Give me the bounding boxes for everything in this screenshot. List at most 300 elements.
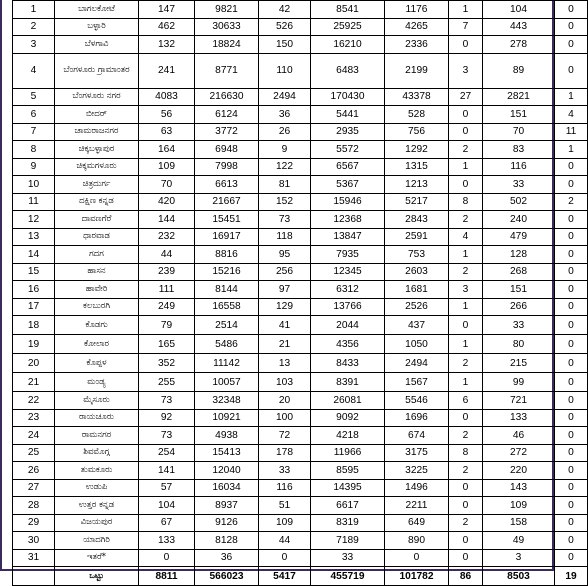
table-row (13, 263, 588, 281)
col2-value-cell: 10057 (195, 373, 259, 392)
col6-value-cell: 1 (449, 246, 483, 264)
col7-value-cell: 220 (483, 462, 555, 480)
col6-value-cell: 0 (449, 106, 483, 124)
district-name-cell: ತುಮಕೂರು (55, 462, 139, 480)
total-col2-value-cell: 566023 (195, 567, 259, 586)
col2-value-cell: 2514 (195, 316, 259, 335)
table-row (13, 316, 588, 335)
col8-value-cell: 0 (555, 316, 588, 335)
col4-value-cell: 15946 (311, 193, 385, 211)
col3-value-cell: 33 (259, 462, 311, 480)
col4-value-cell: 5572 (311, 141, 385, 159)
col6-value-cell: 2 (449, 354, 483, 373)
col4-value-cell: 4218 (311, 427, 385, 445)
table-row (13, 427, 588, 445)
table-row (13, 514, 588, 532)
col8-value-cell: 0 (555, 444, 588, 462)
table-row (13, 1, 588, 19)
district-name-cell: ಬಾಗಲಕೋಟೆ (55, 1, 139, 19)
col7-value-cell: 104 (483, 1, 555, 19)
serial-number-cell: 26 (13, 462, 55, 480)
col3-value-cell: 72 (259, 427, 311, 445)
col6-value-cell: 2 (449, 514, 483, 532)
col3-value-cell: 122 (259, 158, 311, 176)
serial-number-cell: 7 (13, 123, 55, 141)
serial-number-cell: 5 (13, 88, 55, 106)
total-col3-value-cell: 5417 (259, 567, 311, 586)
col7-value-cell: 2821 (483, 88, 555, 106)
district-name-cell: ದಾವಣಗೆರೆ (55, 211, 139, 229)
col3-value-cell: 95 (259, 246, 311, 264)
col1-value-cell: 232 (139, 228, 195, 246)
table-row (13, 176, 588, 194)
col4-value-cell: 16210 (311, 36, 385, 54)
table-row (13, 479, 588, 497)
col5-value-cell: 5546 (385, 392, 449, 410)
col4-value-cell: 4356 (311, 335, 385, 354)
table-row (13, 18, 588, 36)
col3-value-cell: 118 (259, 228, 311, 246)
col4-value-cell: 11966 (311, 444, 385, 462)
col1-value-cell: 4083 (139, 88, 195, 106)
district-name-cell: ಗದಗ (55, 246, 139, 264)
col5-value-cell: 2336 (385, 36, 449, 54)
col4-value-cell: 8319 (311, 514, 385, 532)
table-row (13, 298, 588, 316)
col3-value-cell: 26 (259, 123, 311, 141)
serial-number-cell: 23 (13, 409, 55, 427)
col8-value-cell: 0 (555, 532, 588, 550)
col1-value-cell: 241 (139, 53, 195, 88)
total-col1-value-cell: 8811 (139, 567, 195, 586)
table-row (13, 228, 588, 246)
col2-value-cell: 8937 (195, 497, 259, 515)
table-row (13, 497, 588, 515)
col8-value-cell: 0 (555, 373, 588, 392)
col6-value-cell: 3 (449, 281, 483, 299)
district-name-cell: ಶಿವಮೊಗ್ಗ (55, 444, 139, 462)
col4-value-cell: 170430 (311, 88, 385, 106)
col2-value-cell: 8128 (195, 532, 259, 550)
col4-value-cell: 6483 (311, 53, 385, 88)
col8-value-cell: 0 (555, 228, 588, 246)
col1-value-cell: 165 (139, 335, 195, 354)
col3-value-cell: 36 (259, 106, 311, 124)
col6-value-cell: 3 (449, 53, 483, 88)
serial-number-cell: 11 (13, 193, 55, 211)
table-row (13, 444, 588, 462)
col3-value-cell: 2494 (259, 88, 311, 106)
col1-value-cell: 255 (139, 373, 195, 392)
col4-value-cell: 7189 (311, 532, 385, 550)
district-name-cell: ಕಲಬುರಗಿ (55, 298, 139, 316)
col8-value-cell: 0 (555, 427, 588, 445)
total-col6-value-cell: 86 (449, 567, 483, 586)
district-statistics-table (12, 0, 588, 586)
district-name-cell: ಮಂಡ್ಯ (55, 373, 139, 392)
col3-value-cell: 44 (259, 532, 311, 550)
col8-value-cell: 0 (555, 409, 588, 427)
col5-value-cell: 2843 (385, 211, 449, 229)
col8-value-cell: 0 (555, 354, 588, 373)
col6-value-cell: 27 (449, 88, 483, 106)
col1-value-cell: 0 (139, 549, 195, 567)
col2-value-cell: 12040 (195, 462, 259, 480)
serial-number-cell: 27 (13, 479, 55, 497)
col5-value-cell: 674 (385, 427, 449, 445)
district-name-cell: ದಕ್ಷಿಣ ಕನ್ನಡ (55, 193, 139, 211)
col1-value-cell: 73 (139, 427, 195, 445)
total-serial-blank-cell (13, 567, 55, 586)
col8-value-cell: 0 (555, 462, 588, 480)
col1-value-cell: 133 (139, 532, 195, 550)
col5-value-cell: 0 (385, 549, 449, 567)
col2-value-cell: 21667 (195, 193, 259, 211)
col5-value-cell: 1315 (385, 158, 449, 176)
col2-value-cell: 9126 (195, 514, 259, 532)
col4-value-cell: 6567 (311, 158, 385, 176)
col7-value-cell: 266 (483, 298, 555, 316)
table-row (13, 141, 588, 159)
district-name-cell: ಹಾವೇರಿ (55, 281, 139, 299)
col1-value-cell: 79 (139, 316, 195, 335)
col5-value-cell: 43378 (385, 88, 449, 106)
col3-value-cell: 42 (259, 1, 311, 19)
col6-value-cell: 0 (449, 316, 483, 335)
serial-number-cell: 31 (13, 549, 55, 567)
table-row (13, 409, 588, 427)
col5-value-cell: 1567 (385, 373, 449, 392)
total-label-cell: ಒಟ್ಟು (55, 567, 139, 586)
total-col4-value-cell: 455719 (311, 567, 385, 586)
district-name-cell: ರಾಮನಗರ (55, 427, 139, 445)
col4-value-cell: 9092 (311, 409, 385, 427)
district-name-cell: ಬೆಂಗಳೂರು ಗ್ರಾಮಾಂತರ (55, 53, 139, 88)
col1-value-cell: 111 (139, 281, 195, 299)
col7-value-cell: 272 (483, 444, 555, 462)
district-name-cell: ಕೋಲಾರ (55, 335, 139, 354)
col1-value-cell: 57 (139, 479, 195, 497)
district-name-cell: ಬೆಂಗಳೂರು ನಗರ (55, 88, 139, 106)
col4-value-cell: 8541 (311, 1, 385, 19)
table-row (13, 373, 588, 392)
col5-value-cell: 2526 (385, 298, 449, 316)
col3-value-cell: 0 (259, 549, 311, 567)
col5-value-cell: 753 (385, 246, 449, 264)
col8-value-cell: 0 (555, 246, 588, 264)
col1-value-cell: 249 (139, 298, 195, 316)
col5-value-cell: 5217 (385, 193, 449, 211)
serial-number-cell: 8 (13, 141, 55, 159)
col2-value-cell: 3772 (195, 123, 259, 141)
table-row (13, 106, 588, 124)
col4-value-cell: 7935 (311, 246, 385, 264)
col6-value-cell: 0 (449, 532, 483, 550)
total-col8-value-cell: 19 (555, 567, 588, 586)
col7-value-cell: 151 (483, 106, 555, 124)
col8-value-cell: 0 (555, 158, 588, 176)
col5-value-cell: 2211 (385, 497, 449, 515)
col3-value-cell: 20 (259, 392, 311, 410)
col6-value-cell: 0 (449, 409, 483, 427)
col8-value-cell: 0 (555, 281, 588, 299)
col7-value-cell: 89 (483, 53, 555, 88)
col4-value-cell: 25925 (311, 18, 385, 36)
col1-value-cell: 462 (139, 18, 195, 36)
table-row (13, 532, 588, 550)
col1-value-cell: 254 (139, 444, 195, 462)
col4-value-cell: 5367 (311, 176, 385, 194)
serial-number-cell: 16 (13, 281, 55, 299)
district-name-cell: ಬಳ್ಳಾರಿ (55, 18, 139, 36)
table-row (13, 158, 588, 176)
col7-value-cell: 268 (483, 263, 555, 281)
col4-value-cell: 13766 (311, 298, 385, 316)
col5-value-cell: 890 (385, 532, 449, 550)
district-name-cell: ಚಾಮರಾಜನಗರ (55, 123, 139, 141)
col6-value-cell: 2 (449, 462, 483, 480)
col3-value-cell: 81 (259, 176, 311, 194)
col5-value-cell: 2494 (385, 354, 449, 373)
col8-value-cell: 11 (555, 123, 588, 141)
col4-value-cell: 8391 (311, 373, 385, 392)
col5-value-cell: 1696 (385, 409, 449, 427)
col8-value-cell: 0 (555, 479, 588, 497)
col3-value-cell: 13 (259, 354, 311, 373)
col5-value-cell: 1292 (385, 141, 449, 159)
col5-value-cell: 649 (385, 514, 449, 532)
col7-value-cell: 109 (483, 497, 555, 515)
table-row (13, 88, 588, 106)
col3-value-cell: 152 (259, 193, 311, 211)
col8-value-cell: 1 (555, 88, 588, 106)
col2-value-cell: 6948 (195, 141, 259, 159)
serial-number-cell: 4 (13, 53, 55, 88)
col7-value-cell: 33 (483, 176, 555, 194)
col1-value-cell: 73 (139, 392, 195, 410)
col6-value-cell: 4 (449, 228, 483, 246)
col1-value-cell: 70 (139, 176, 195, 194)
serial-number-cell: 24 (13, 427, 55, 445)
col7-value-cell: 143 (483, 479, 555, 497)
district-name-cell: ಹಾಸನ (55, 263, 139, 281)
table-row (13, 211, 588, 229)
col3-value-cell: 256 (259, 263, 311, 281)
col7-value-cell: 70 (483, 123, 555, 141)
serial-number-cell: 18 (13, 316, 55, 335)
serial-number-cell: 1 (13, 1, 55, 19)
district-name-cell: ಇತರೆ* (55, 549, 139, 567)
serial-number-cell: 25 (13, 444, 55, 462)
col7-value-cell: 502 (483, 193, 555, 211)
col7-value-cell: 240 (483, 211, 555, 229)
table-body (13, 1, 588, 586)
table-row (13, 335, 588, 354)
col3-value-cell: 178 (259, 444, 311, 462)
district-name-cell: ಚಿತ್ರದುರ್ಗ (55, 176, 139, 194)
col6-value-cell: 1 (449, 158, 483, 176)
col5-value-cell: 3175 (385, 444, 449, 462)
col8-value-cell: 0 (555, 1, 588, 19)
serial-number-cell: 19 (13, 335, 55, 354)
col4-value-cell: 12368 (311, 211, 385, 229)
col2-value-cell: 216630 (195, 88, 259, 106)
col3-value-cell: 21 (259, 335, 311, 354)
col5-value-cell: 1050 (385, 335, 449, 354)
district-name-cell: ಧಾರವಾಡ (55, 228, 139, 246)
col8-value-cell: 0 (555, 392, 588, 410)
col8-value-cell: 0 (555, 549, 588, 567)
col7-value-cell: 116 (483, 158, 555, 176)
col1-value-cell: 92 (139, 409, 195, 427)
table-row (13, 354, 588, 373)
col6-value-cell: 1 (449, 298, 483, 316)
col3-value-cell: 150 (259, 36, 311, 54)
col2-value-cell: 15451 (195, 211, 259, 229)
col8-value-cell: 0 (555, 298, 588, 316)
col3-value-cell: 103 (259, 373, 311, 392)
col2-value-cell: 11142 (195, 354, 259, 373)
col2-value-cell: 30633 (195, 18, 259, 36)
serial-number-cell: 12 (13, 211, 55, 229)
col5-value-cell: 1681 (385, 281, 449, 299)
table-row (13, 36, 588, 54)
serial-number-cell: 21 (13, 373, 55, 392)
col8-value-cell: 0 (555, 36, 588, 54)
table-row (13, 193, 588, 211)
table-row (13, 549, 588, 567)
col6-value-cell: 8 (449, 444, 483, 462)
col2-value-cell: 8816 (195, 246, 259, 264)
page-border-left (0, 0, 2, 571)
col2-value-cell: 36 (195, 549, 259, 567)
col6-value-cell: 8 (449, 193, 483, 211)
table-row (13, 53, 588, 88)
col7-value-cell: 479 (483, 228, 555, 246)
col5-value-cell: 2591 (385, 228, 449, 246)
table-row (13, 246, 588, 264)
col7-value-cell: 128 (483, 246, 555, 264)
col1-value-cell: 44 (139, 246, 195, 264)
col5-value-cell: 2199 (385, 53, 449, 88)
col6-value-cell: 0 (449, 497, 483, 515)
col6-value-cell: 7 (449, 18, 483, 36)
district-name-cell: ಕೊಡಗು (55, 316, 139, 335)
col7-value-cell: 99 (483, 373, 555, 392)
col7-value-cell: 80 (483, 335, 555, 354)
col4-value-cell: 8595 (311, 462, 385, 480)
serial-number-cell: 9 (13, 158, 55, 176)
col2-value-cell: 8771 (195, 53, 259, 88)
col8-value-cell: 0 (555, 514, 588, 532)
total-col5-value-cell: 101782 (385, 567, 449, 586)
serial-number-cell: 17 (13, 298, 55, 316)
col3-value-cell: 526 (259, 18, 311, 36)
col3-value-cell: 110 (259, 53, 311, 88)
col3-value-cell: 51 (259, 497, 311, 515)
district-name-cell: ಯಾದಗಿರಿ (55, 532, 139, 550)
col3-value-cell: 116 (259, 479, 311, 497)
district-name-cell: ಚಿಕ್ಕಮಗಳೂರು (55, 158, 139, 176)
col2-value-cell: 5486 (195, 335, 259, 354)
col7-value-cell: 151 (483, 281, 555, 299)
col3-value-cell: 129 (259, 298, 311, 316)
col1-value-cell: 144 (139, 211, 195, 229)
col4-value-cell: 12345 (311, 263, 385, 281)
col1-value-cell: 109 (139, 158, 195, 176)
total-row (13, 567, 588, 586)
serial-number-cell: 13 (13, 228, 55, 246)
col7-value-cell: 46 (483, 427, 555, 445)
col5-value-cell: 756 (385, 123, 449, 141)
col2-value-cell: 4938 (195, 427, 259, 445)
col2-value-cell: 8144 (195, 281, 259, 299)
col7-value-cell: 158 (483, 514, 555, 532)
col8-value-cell: 0 (555, 18, 588, 36)
col1-value-cell: 63 (139, 123, 195, 141)
col2-value-cell: 10921 (195, 409, 259, 427)
col4-value-cell: 2044 (311, 316, 385, 335)
col2-value-cell: 15413 (195, 444, 259, 462)
serial-number-cell: 6 (13, 106, 55, 124)
col2-value-cell: 6124 (195, 106, 259, 124)
serial-number-cell: 15 (13, 263, 55, 281)
serial-number-cell: 28 (13, 497, 55, 515)
col4-value-cell: 6312 (311, 281, 385, 299)
col1-value-cell: 67 (139, 514, 195, 532)
col3-value-cell: 97 (259, 281, 311, 299)
col2-value-cell: 15216 (195, 263, 259, 281)
col6-value-cell: 2 (449, 427, 483, 445)
serial-number-cell: 30 (13, 532, 55, 550)
district-name-cell: ರಾಯಚೂರು (55, 409, 139, 427)
col5-value-cell: 1213 (385, 176, 449, 194)
col4-value-cell: 5441 (311, 106, 385, 124)
col3-value-cell: 9 (259, 141, 311, 159)
col8-value-cell: 0 (555, 176, 588, 194)
col6-value-cell: 0 (449, 36, 483, 54)
col4-value-cell: 2935 (311, 123, 385, 141)
table-row (13, 462, 588, 480)
col1-value-cell: 420 (139, 193, 195, 211)
col6-value-cell: 1 (449, 1, 483, 19)
district-name-cell: ಉಡುಪಿ (55, 479, 139, 497)
col4-value-cell: 26081 (311, 392, 385, 410)
serial-number-cell: 20 (13, 354, 55, 373)
district-name-cell: ಕೊಪ್ಪಳ (55, 354, 139, 373)
col5-value-cell: 3225 (385, 462, 449, 480)
col4-value-cell: 14395 (311, 479, 385, 497)
district-name-cell: ಬೆಳಗಾವಿ (55, 36, 139, 54)
col8-value-cell: 0 (555, 211, 588, 229)
col4-value-cell: 8433 (311, 354, 385, 373)
col6-value-cell: 1 (449, 335, 483, 354)
col3-value-cell: 100 (259, 409, 311, 427)
col6-value-cell: 0 (449, 479, 483, 497)
col8-value-cell: 0 (555, 497, 588, 515)
col7-value-cell: 3 (483, 549, 555, 567)
district-name-cell: ಉತ್ತರ ಕನ್ನಡ (55, 497, 139, 515)
col2-value-cell: 18824 (195, 36, 259, 54)
col2-value-cell: 16034 (195, 479, 259, 497)
col7-value-cell: 83 (483, 141, 555, 159)
col1-value-cell: 56 (139, 106, 195, 124)
col7-value-cell: 721 (483, 392, 555, 410)
col1-value-cell: 104 (139, 497, 195, 515)
col2-value-cell: 16558 (195, 298, 259, 316)
table-row (13, 123, 588, 141)
district-name-cell: ವಿಜಯಪುರ (55, 514, 139, 532)
